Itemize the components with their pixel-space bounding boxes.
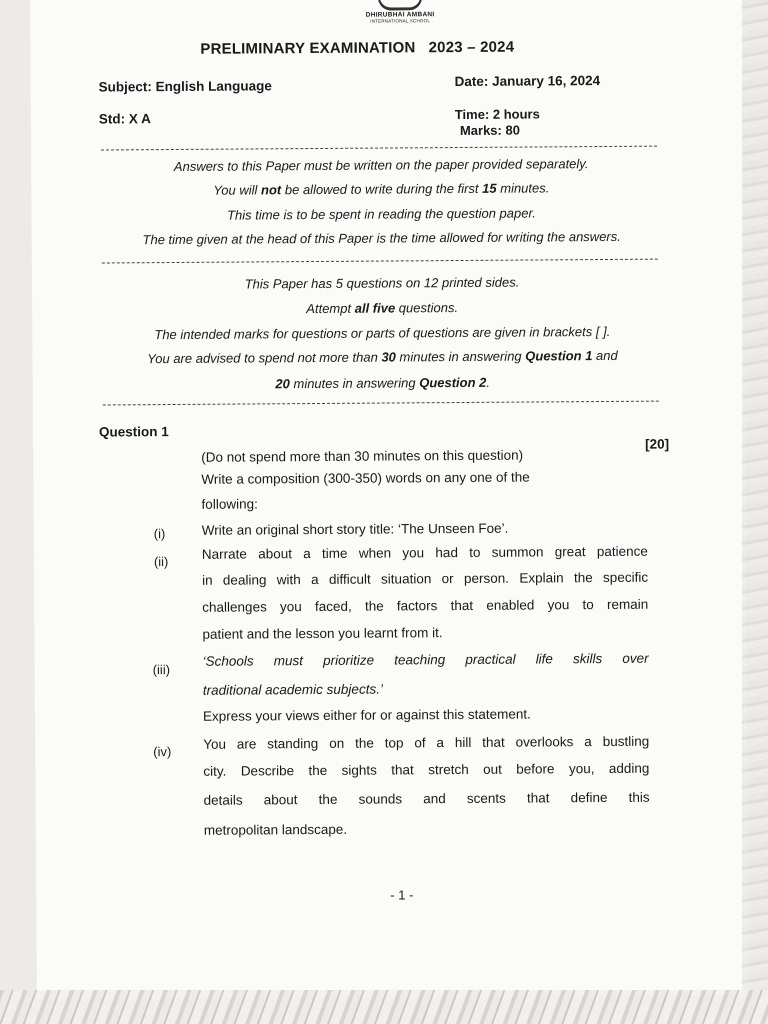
option-text: challenges you faced, the factors that enabled you to remain: [202, 596, 649, 615]
option-number: (iv): [153, 744, 172, 760]
instruction-line: You will not be allowed to write during the first 15 minutes.: [213, 180, 550, 198]
school-subname: INTERNATIONAL SCHOOL: [370, 18, 431, 24]
instruction-line: This Paper has 5 questions on 12 printed sides.: [244, 274, 520, 292]
crest-icon: [378, 0, 422, 11]
exam-title: PRELIMINARY EXAMINATION 2023 – 2024: [200, 38, 515, 58]
option-text: metropolitan landscape.: [203, 821, 348, 838]
background-fabric: [742, 0, 768, 1024]
instruction-line: The time given at the head of this Paper is the time allowed for writing the answers.: [142, 228, 621, 248]
divider: [101, 146, 657, 151]
option-text: ‘Schools must prioritize teaching practical life skills over: [202, 650, 649, 669]
option-number: (iii): [152, 662, 171, 678]
option-number: (i): [153, 526, 166, 542]
instruction-line: 20 minutes in answering Question 2.: [275, 374, 491, 392]
background-fabric: [0, 990, 768, 1024]
instruction-line: You are advised to spend not more than 30 minutes in answering Question 1 and: [147, 347, 618, 367]
option-text: city. Describe the sights that stretch out before you, adding: [203, 760, 650, 779]
question-note: (Do not spend more than 30 minutes on this question): [201, 447, 524, 465]
question-intro: Write a composition (300-350) words on any one of the: [201, 469, 530, 487]
date-label: Date: January 16, 2024: [454, 73, 601, 90]
marks-label: Marks: 80: [459, 122, 520, 139]
option-number: (ii): [153, 554, 169, 570]
option-text: patient and the lesson you learnt from it.: [202, 625, 443, 642]
exam-paper: [30, 0, 749, 1000]
option-text: traditional academic subjects.’: [202, 681, 383, 698]
option-text: Write an original short story title: ‘The Unseen Foe’.: [201, 520, 509, 538]
instruction-line: Attempt all five questions.: [306, 300, 459, 317]
school-name: DHIRUBHAI AMBANI: [365, 11, 435, 19]
option-text: details about the sounds and scents that define this: [203, 789, 650, 808]
option-text: You are standing on the top of a hill that overlooks a bustling: [203, 733, 650, 752]
divider: [102, 259, 658, 264]
page-number: - 1 -: [390, 887, 414, 903]
time-label: Time: 2 hours: [454, 106, 540, 123]
question-marks: [20]: [645, 436, 670, 452]
subject-label: Subject: English Language: [98, 78, 272, 95]
school-logo: [360, 0, 440, 24]
divider: [103, 401, 659, 406]
option-text: Express your views either for or against this statement.: [202, 706, 531, 724]
instruction-line: The intended marks for questions or parts of questions are given in brackets [ ].: [154, 323, 611, 343]
instruction-line: Answers to this Paper must be written on the paper provided separately.: [173, 156, 589, 174]
option-text: in dealing with a difficult situation or person. Explain the specific: [202, 569, 649, 588]
option-text: Narrate about a time when you had to summon great patience: [201, 543, 648, 562]
std-label: Std: X A: [98, 111, 151, 127]
question-intro: following:: [201, 496, 258, 512]
question-heading: Question 1: [98, 424, 169, 440]
instruction-line: This time is to be spent in reading the question paper.: [227, 205, 536, 223]
